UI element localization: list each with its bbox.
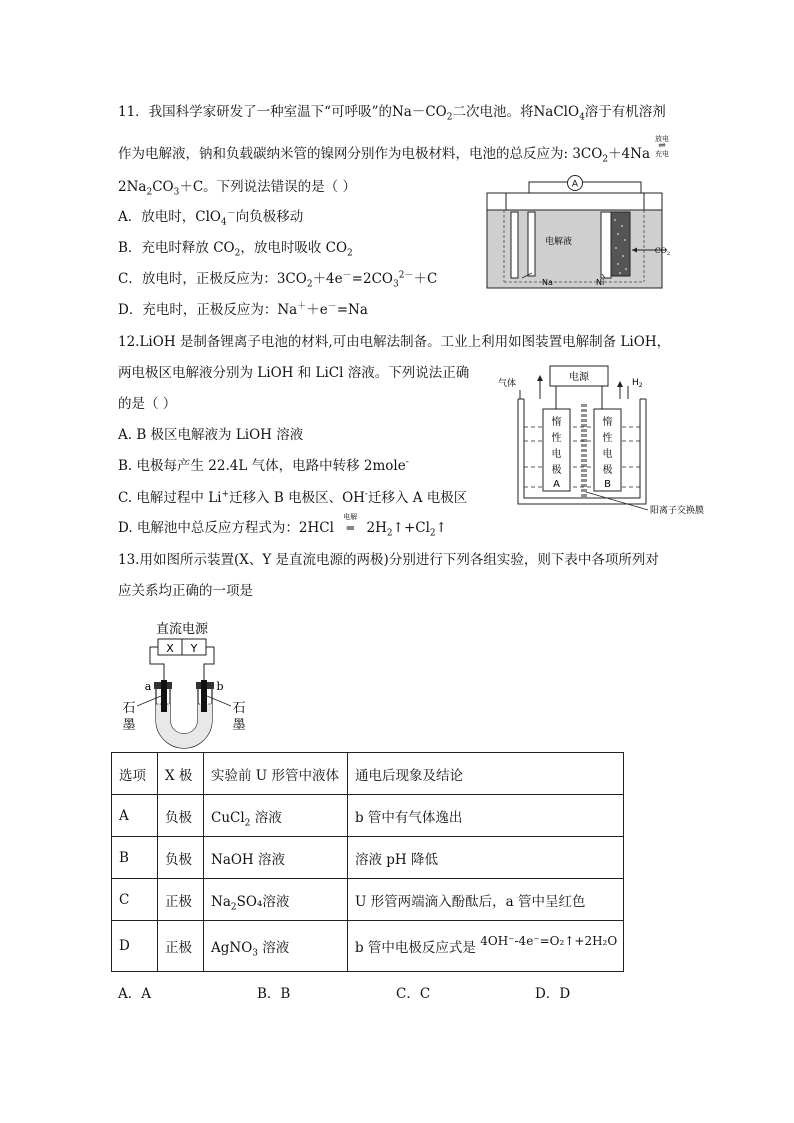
svg-text:电: 电: [602, 449, 613, 460]
q13-options-table: [111, 752, 624, 972]
svg-text:Y: Y: [190, 642, 198, 655]
svg-text:B: B: [604, 479, 611, 490]
svg-text:极: 极: [602, 465, 613, 476]
q11-option-b: B．充电时释放 $CO_2$，放电时吸收 $CO_2$: [118, 240, 353, 259]
q11-line-2: 作为电解液，钠和负载碳纳米管的镍网分别作为电极材料，电池的总反应为: $3CO_2+4Na$: [118, 146, 651, 165]
table-cell: b 管中电极反应式是 4OH⁻-4e⁻=O₂↑+2H₂O: [348, 921, 624, 972]
q12-line-2: 两电极区电解液分别为 LiOH 和 LiCl 溶液。下列说法正确: [118, 365, 470, 381]
svg-text:H2: $H_2$: [632, 378, 643, 389]
svg-text:Na: Na: [542, 278, 553, 287]
svg-text:墨: 墨: [232, 718, 246, 733]
table-cell: C: [112, 879, 158, 921]
table-header: X 极: [158, 753, 204, 795]
svg-text:a: a: [144, 680, 152, 693]
table-row: [112, 837, 624, 879]
svg-text:石: 石: [122, 701, 136, 716]
q12-option-a: A. B 极区电解液为 LiOH 溶液: [118, 427, 304, 443]
q11-option-d: D．充电时，正极反应为：Na＋＋e－=Na: [118, 301, 368, 318]
q12-option-c: C. 电解过程中 Li+迁移入 B 电极区、OH-迁移入 A 电极区: [118, 489, 468, 506]
q13-line-1: 13.用如图所示装置(X、Y 是直流电源的两极)分别进行下列各组实验，则下表中各项所列对: [118, 552, 659, 568]
table-cell: $Na_2SO_4$溶液: [204, 879, 348, 921]
svg-text:性: 性: [551, 433, 562, 444]
table-row: [112, 921, 624, 972]
q13-u-tube-diagram: [112, 612, 252, 756]
svg-text:A: A: [571, 179, 579, 190]
table-cell: NaOH 溶液: [204, 837, 348, 879]
svg-text:A: A: [553, 479, 560, 490]
table-cell: 溶液 pH 降低: [348, 837, 624, 879]
q11-battery-diagram: [484, 174, 674, 296]
table-header: 通电后现象及结论: [348, 753, 624, 795]
svg-text:电: 电: [551, 449, 562, 460]
table-cell: 正极: [158, 921, 204, 972]
q11-line-1: 11．我国科学家研发了一种室温下“可呼吸”的$Na-CO_2$二次电池。将NaClO$_4$溶于有机溶剂: [118, 104, 666, 123]
q12-option-b: B. 电极每产生 22.4L 气体，电路中转移 2mole-: [118, 457, 409, 474]
svg-text:气体: 气体: [498, 379, 517, 389]
svg-text:CO2: $CO_2$: [654, 246, 670, 257]
table-cell: A: [112, 795, 158, 837]
table-cell: D: [112, 921, 158, 972]
q11-line-3: $2Na_2CO_3+C$。下列说法错误的是（ ）: [118, 179, 356, 198]
q11-option-c: C．放电时，正极反应为：$3CO_2+4e^-=2CO_3^{2-}+C$: [118, 270, 438, 290]
answer-choice-c: C．C: [396, 986, 431, 1002]
q11-option-a: A．放电时，ClO$_4$－向负极移动: [118, 208, 304, 228]
table-row: [112, 795, 624, 837]
svg-text:墨: 墨: [122, 718, 136, 733]
table-cell: AgNO$_3$ 溶液: [204, 921, 348, 972]
svg-text:极: 极: [551, 465, 562, 476]
table-row: [112, 879, 624, 921]
svg-text:b: b: [216, 680, 224, 693]
answer-choice-d: D．D: [535, 986, 571, 1002]
q12-electrolysis-diagram: [498, 364, 738, 526]
answer-choice-a: A．A: [118, 986, 151, 1002]
table-header-row: [112, 753, 624, 795]
q13-line-2: 应关系均正确的一项是: [118, 583, 253, 599]
q12-line-1: 12.LiOH 是制备锂离子电池的材料,可由电解法制备。工业上利用如图装置电解制备 LiOH，: [118, 334, 671, 350]
oxygen-equation: 4OH⁻-4e⁻=O₂↑+2H₂O: [480, 934, 618, 948]
answer-choice-b: B．B: [257, 986, 291, 1002]
q12-option-d: D. 电解池中总反应方程式为：2HCl 电解 ═ $2H_2↑+Cl_2↑$: [118, 513, 447, 539]
table-cell: B: [112, 837, 158, 879]
table-cell: 负极: [158, 795, 204, 837]
svg-text:电解液: 电解液: [545, 237, 573, 247]
svg-text:X: X: [166, 642, 174, 655]
table-cell: 正极: [158, 879, 204, 921]
svg-text:阳离子交换膜: 阳离子交换膜: [650, 506, 705, 516]
svg-text:惰: 惰: [602, 417, 613, 428]
table-header: 选项: [112, 753, 158, 795]
table-cell: U 形管两端滴入酚酞后，a 管中呈红色: [348, 879, 624, 921]
table-cell: CuCl$_2$ 溶液: [204, 795, 348, 837]
table-cell: b 管中有气体逸出: [348, 795, 624, 837]
table-header: 实验前 U 形管中液体: [204, 753, 348, 795]
svg-text:惰: 惰: [551, 417, 562, 428]
svg-text:石: 石: [232, 701, 246, 716]
svg-text:Ni: Ni: [596, 278, 605, 287]
svg-text:性: 性: [602, 433, 613, 444]
q12-line-3: 的是（ ）: [118, 396, 177, 412]
svg-text:直流电源: 直流电源: [155, 622, 209, 637]
table-cell: 负极: [158, 837, 204, 879]
svg-text:电源: 电源: [569, 372, 589, 383]
reversible-arrow-conditions: 放电 ⇌ 充电: [655, 135, 669, 158]
